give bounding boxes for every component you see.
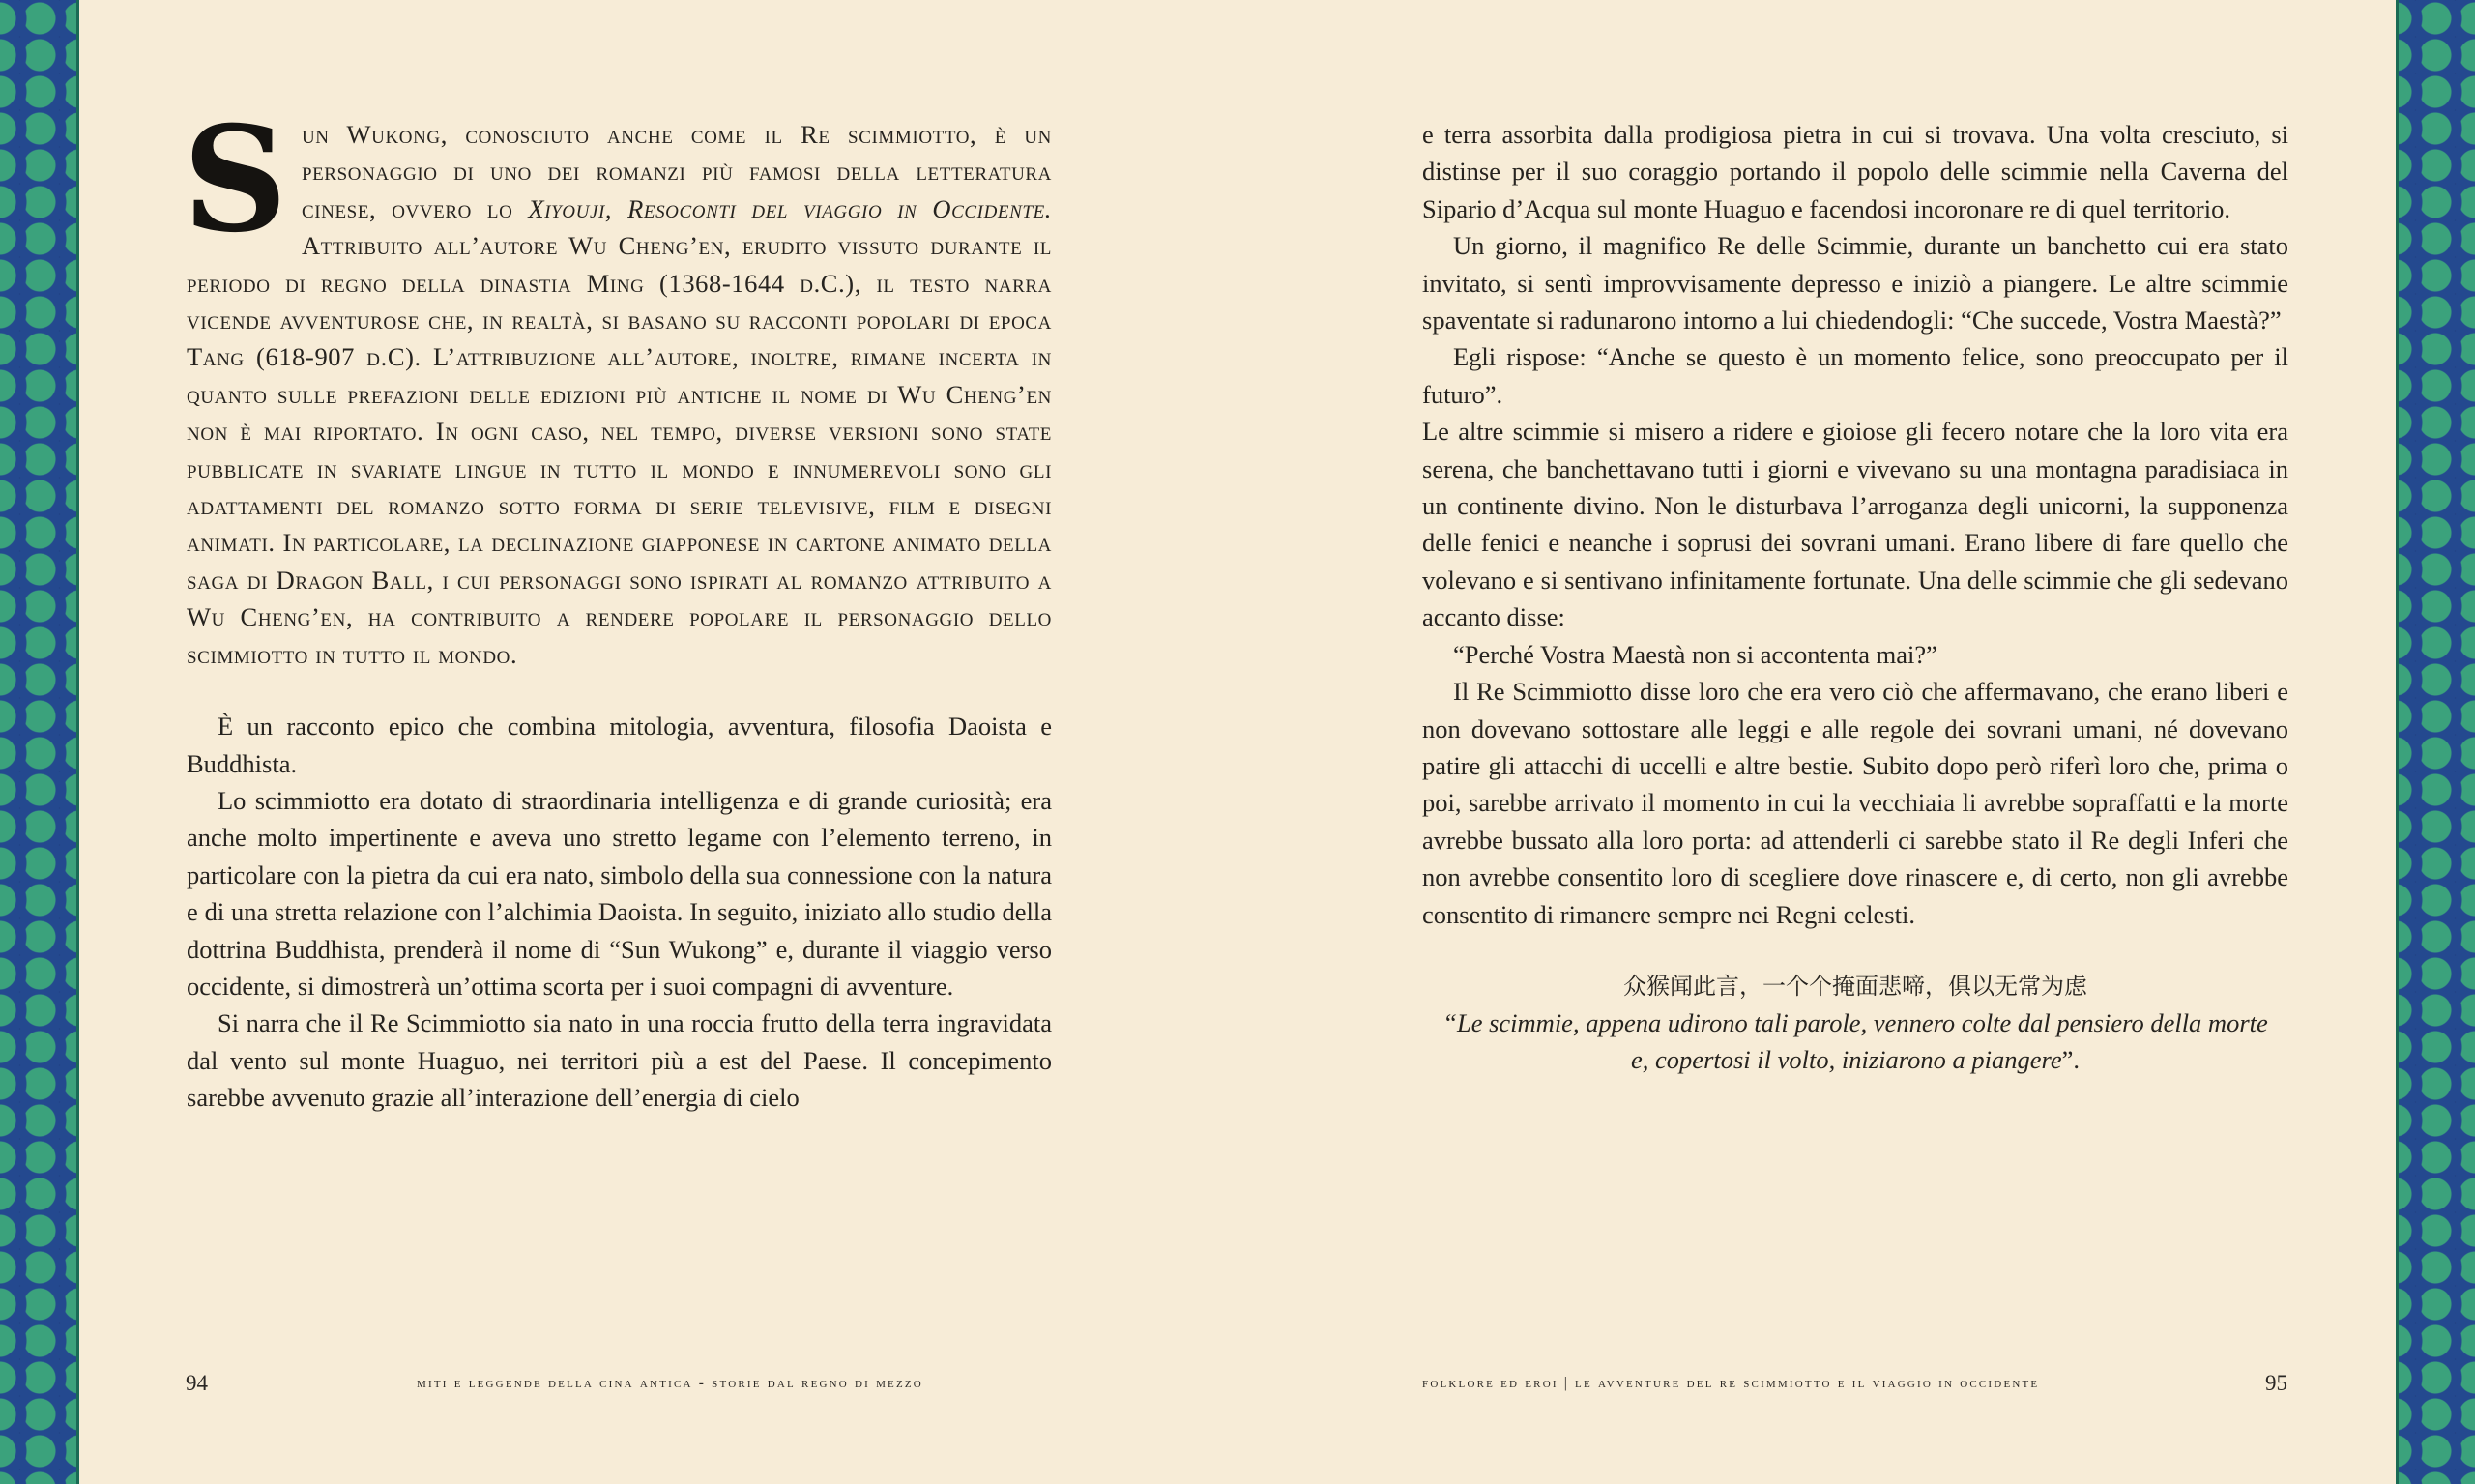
body-paragraph: Lo scimmiotto era dotato di straordinaria intelligenza e di grande curiosità; era anche molto impertinente e aveva uno stretto legame con l’elemento terreno, in particolare con la pietra da cui era nato, simbolo della sua connessione con la natura e di una stretta relazione con l’alchimia Daoista. In seguito, iniziato allo studio della dottrina Buddhista, prenderà il nome di “Sun Wukong” e, durante il viaggio verso occidente, si dimostrerà un’ottima scorta per i suoi compagni di avventure. (187, 785, 1052, 1001)
quote-block (1422, 968, 2288, 1079)
body-paragraph: “Perché Vostra Maestà non si accontenta mai?” (1453, 639, 1937, 669)
decorative-border-left (0, 0, 79, 1484)
quote-chinese: 众猴闻此言，一个个掩面悲啼，俱以无常为虑 (1623, 972, 2087, 1000)
page-number-right: 95 (2265, 1371, 2287, 1395)
body-paragraph: Il Re Scimmiotto disse loro che era vero ciò che affermavano, che erano liberi e non dovevano sottostare alle leggi e alle regole dei sovrani umani, né dovevano patire gli attacchi di uccelli e altre bestie. Subito dopo però riferì loro che, prima o poi, sarebbe arrivato il momento in cui la vecchiaia li avrebbe sopraffatti e la morte avrebbe bussato alla loro porta: ad attenderli ci sarebbe stato il Re degli Inferi che non avrebbe consentito loro di scegliere dove rinascere e, di certo, non gli avrebbe consentito di rimanere sempre nei Regni celesti. (1422, 677, 2288, 929)
quote-italian-line-1: “Le scimmie, appena udirono tali parole, vennero colte dal pensiero della morte (1442, 1007, 2268, 1037)
running-title-left: miti e leggende della cina antica - storie dal regno di mezzo (417, 1375, 923, 1391)
lead-book-title: Xiyouji, Resoconti del viaggio in Occidente. (528, 193, 1052, 223)
lead-text-start: un Wukong, conosciuto anche come il Re scimmiotto, è un personaggio di uno dei romanzi più famosi della letteratura cinese, ovvero lo (301, 120, 1052, 223)
body-paragraph: È un racconto epico che combina mitologia, avventura, filosofia Daoista e Buddhista. (187, 712, 1052, 778)
body-paragraph: Un giorno, il magnifico Re delle Scimmie, durante un banchetto cui era stato invitato, si sentì improvvisamente depresso e iniziò a piangere. Le altre scimmie spaventate si radunarono intorno a lui chiedendogli: “Che succede, Vostra Maestà?” (1422, 231, 2288, 335)
decorative-border-right (2396, 0, 2475, 1484)
body-paragraph: e terra assorbita dalla prodigiosa pietra in cui si trovava. Una volta cresciuto, si distinse per il suo coraggio portando il popolo delle scimmie nella Caverna del Sipario d’Acqua sul monte Huaguo e facendosi incoronare re di quel territorio. (1422, 120, 2288, 223)
left-page-body (183, 95, 1052, 1117)
right-page-body (1422, 116, 2288, 1079)
drop-cap: S (183, 95, 288, 265)
lead-text-end: Attribuito all’autore Wu Cheng’en, erudito vissuto durante il periodo di regno della dinastia Ming (1368-1644 d.C.), il testo narra vicende avventurose che, in realtà, si basano su racconti popolari di epoca Tang (618-907 d.C). L’attribuzione all’autore, inoltre, rimane incerta in quanto sulle prefazioni delle edizioni più antiche il nome di Wu Cheng’en non è mai riportato. In ogni caso, nel tempo, diverse versioni sono state pubblicate in svariate lingue in tutto il mondo e innumerevoli sono gli adattamenti del romanzo sotto forma di serie televisive, film e disegni animati. In particolare, la declinazione giapponese in cartone animato della saga di Dragon Ball, i cui personaggi sono ispirati al romanzo attribuito a Wu Cheng’en, ha contribuito a rendere popolare il personaggio dello scimmiotto in tutto il mondo. (187, 231, 1052, 669)
quote-italian-line-2: e, copertosi il volto, iniziarono a piangere”. (1631, 1045, 2080, 1075)
page-number-left: 94 (186, 1371, 208, 1395)
body-paragraph: Egli rispose: “Anche se questo è un momento felice, sono preoccupato per il futuro”. (1422, 342, 2288, 409)
lead-paragraph (183, 95, 1052, 673)
running-title-right: folklore ed eroi | le avventure del re scimmiotto e il viaggio in occidente (1422, 1375, 2040, 1391)
body-paragraph: Si narra che il Re Scimmiotto sia nato in una roccia frutto della terra ingravidata dal vento sul monte Huaguo, nei territori più a est del Paese. Il concepimento sarebbe avvenuto grazie all’interazione dell’energia di cielo (187, 1008, 1052, 1113)
body-paragraph: Le altre scimmie si misero a ridere e gioiose gli fecero notare che la loro vita era serena, che banchettavano tutti i giorni e vivevano su una montagna paradisiaca in un continente divino. Non le disturbava l’arroganza degli unicorni, la supponenza delle fenici e neanche i soprusi dei sovrani umani. Erano libere di fare quello che volevano e si sentivano infinitamente fortunate. Una delle scimmie che gli sedevano accanto disse: (1422, 417, 2288, 632)
